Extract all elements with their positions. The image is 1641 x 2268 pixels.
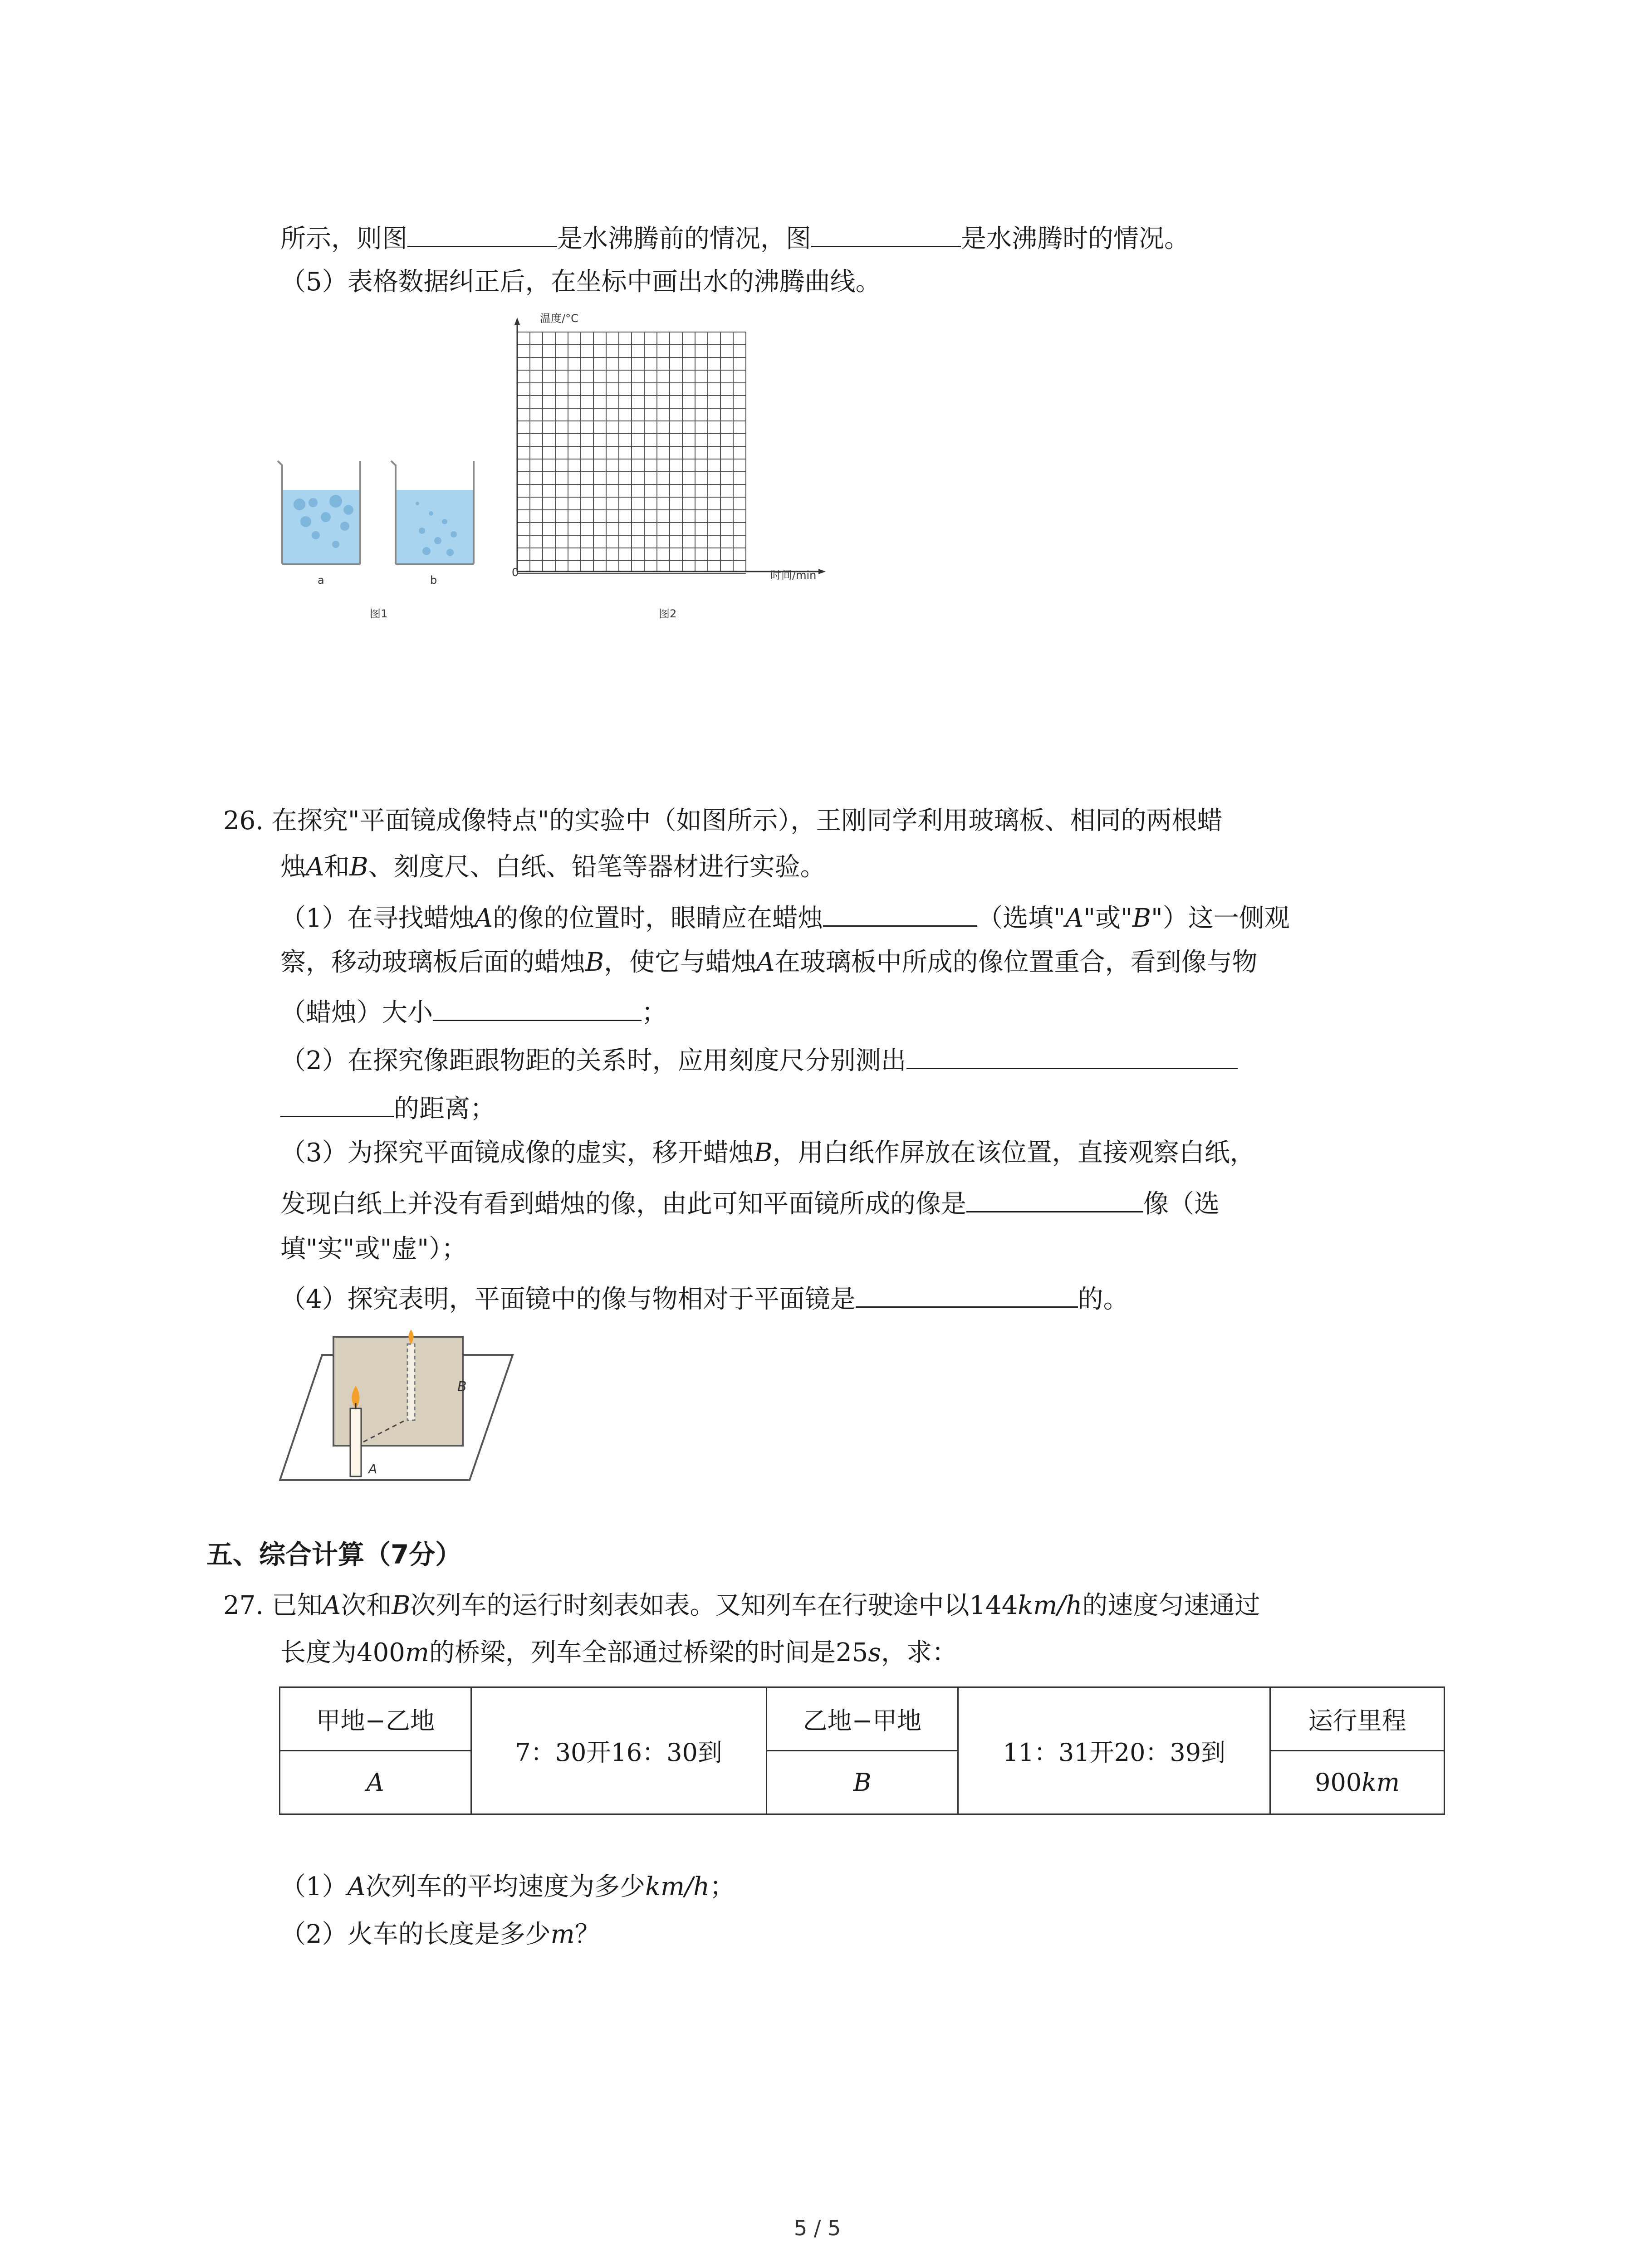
beaker-b-label: b bbox=[430, 574, 437, 587]
coordinate-grid[interactable] bbox=[513, 318, 830, 581]
timetable-distance: 900km bbox=[1270, 1751, 1445, 1814]
plane-mirror-figure bbox=[279, 1327, 524, 1486]
q26-line7: 的距离； bbox=[280, 1088, 495, 1127]
timetable-train-a: A bbox=[280, 1751, 471, 1814]
answer-blank[interactable] bbox=[823, 897, 977, 927]
timetable-header-2: 乙地−甲地 bbox=[766, 1687, 958, 1751]
label-a: A bbox=[368, 1461, 377, 1476]
q27-sub1: （1）A次列车的平均速度为多少km/h； bbox=[280, 1872, 735, 1901]
timetable-time-b: 11：31开20：39到 bbox=[958, 1687, 1270, 1814]
q26-line3: （1）在寻找蜡烛A的像的位置时，眼睛应在蜡烛 （选填"A"或"B"）这一侧观 bbox=[280, 897, 1290, 937]
label-b: B bbox=[457, 1379, 467, 1395]
answer-blank[interactable] bbox=[966, 1183, 1143, 1212]
timetable bbox=[279, 1686, 1445, 1815]
answer-blank[interactable] bbox=[433, 992, 642, 1021]
timetable-header-1: 甲地−乙地 bbox=[280, 1687, 471, 1751]
q26-line2: 烛A和B、刻度尺、白纸、铅笔等器材进行实验。 bbox=[280, 852, 826, 882]
answer-blank[interactable] bbox=[856, 1278, 1078, 1308]
candle-b bbox=[407, 1344, 415, 1420]
q25-line2: （5）表格数据纠正后，在坐标中画出水的沸腾曲线。 bbox=[280, 267, 881, 297]
q26-line4: 察，移动玻璃板后面的蜡烛B，使它与蜡烛A在玻璃板中所成的像位置重合，看到像与物 bbox=[280, 948, 1258, 977]
q26-line1: 26. 在探究"平面镜成像特点"的实验中（如图所示），王刚同学利用玻璃板、相同的两根蜡 bbox=[223, 806, 1223, 836]
q25-line1: 所示，则图 是水沸腾前的情况，图 是水沸腾时的情况。 bbox=[280, 218, 1190, 257]
timetable-time-a: 7：30开16：30到 bbox=[471, 1687, 766, 1814]
answer-blank[interactable] bbox=[811, 218, 961, 247]
q26-line6: （2）在探究像距跟物距的关系时，应用刻度尺分别测出 bbox=[280, 1040, 1238, 1079]
q27-line1: 27. 已知A次和B次列车的运行时刻表如表。又知列车在行驶途中以144km/h的速度匀速通过 bbox=[223, 1591, 1260, 1620]
q26-line10: 填"实"或"虚"）； bbox=[280, 1234, 467, 1264]
timetable-header-3: 运行里程 bbox=[1270, 1687, 1445, 1751]
q27-line2: 长度为400m的桥梁，列车全部通过桥梁的时间是25s，求： bbox=[280, 1638, 958, 1667]
graph-ylabel: 温度/°C bbox=[540, 312, 578, 325]
q26-line11: （4）探究表明，平面镜中的像与物相对于平面镜是 的。 bbox=[280, 1278, 1129, 1318]
beaker-figure bbox=[272, 454, 508, 572]
answer-blank[interactable] bbox=[280, 1088, 394, 1117]
beaker-b bbox=[391, 461, 474, 564]
q27-sub2: （2）火车的长度是多少m？ bbox=[280, 1920, 600, 1949]
figure1-caption: 图1 bbox=[370, 607, 388, 620]
beaker-a bbox=[278, 461, 360, 564]
section-heading: 五、综合计算（7分） bbox=[206, 1539, 462, 1570]
page-number: 5 / 5 bbox=[794, 2216, 841, 2240]
graph-xlabel: 时间/min bbox=[770, 569, 817, 582]
figure2-caption: 图2 bbox=[659, 607, 677, 620]
answer-blank[interactable] bbox=[906, 1040, 1238, 1069]
q26-line9: 发现白纸上并没有看到蜡烛的像，由此可知平面镜所成的像是 像（选 bbox=[280, 1183, 1220, 1222]
q26-line8: （3）为探究平面镜成像的虚实，移开蜡烛B，用白纸作屏放在该位置，直接观察白纸， bbox=[280, 1138, 1255, 1168]
answer-blank[interactable] bbox=[407, 218, 557, 247]
graph-origin: 0 bbox=[512, 566, 519, 579]
candle-a bbox=[350, 1408, 361, 1476]
q26-line5: （蜡烛）大小 ； bbox=[280, 992, 667, 1031]
beaker-a-label: a bbox=[318, 574, 324, 587]
timetable-train-b: B bbox=[766, 1751, 958, 1814]
